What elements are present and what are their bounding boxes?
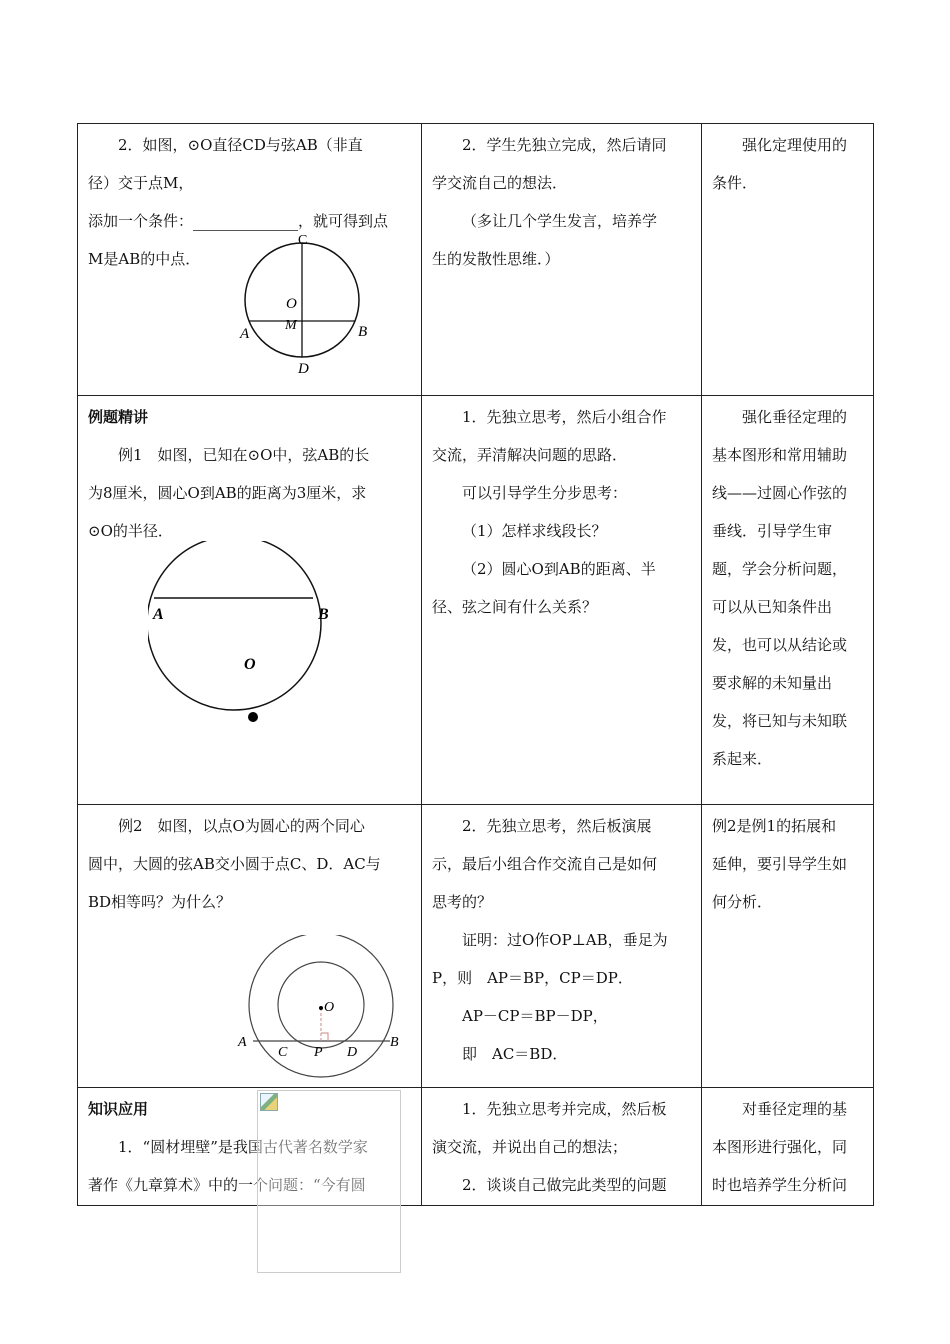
text-line: 时也培养学生分析问	[712, 1176, 848, 1194]
label-b: B	[390, 1035, 399, 1050]
purpose-cell	[702, 805, 874, 1088]
activity-cell	[422, 805, 702, 1088]
text-line: 著作《九章算术》中的一个问题：“今有圆	[88, 1176, 366, 1194]
text-line: 对垂径定理的基	[742, 1100, 848, 1118]
text-line: 可以引导学生分步思考：	[462, 484, 628, 502]
text-line: P，则 AP＝BP，CP＝DP．	[432, 969, 633, 987]
text-line: 线——过圆心作弦的	[712, 484, 848, 502]
lesson-table	[77, 123, 874, 1206]
label-d: D	[347, 1045, 358, 1060]
activity-cell	[422, 396, 702, 805]
text-line: 例1 如图，已知在⊙O中，弦AB的长	[118, 446, 370, 464]
text-line: 题，学会分析问题，	[712, 560, 848, 578]
label-o: O	[324, 1000, 335, 1015]
text-line: 圆中，大圆的弦AB交小圆于点C、D．AC与	[88, 855, 381, 873]
text-line: 2．谈谈自己做完此类型的问题	[462, 1176, 667, 1194]
text-line: 例2是例1的拓展和	[712, 817, 837, 835]
label-o: O	[286, 296, 297, 312]
text-line: 2．学生先独立完成，然后请同	[462, 136, 667, 154]
text-line: 生的发散性思维．）	[432, 250, 560, 268]
label-o: O	[244, 656, 256, 673]
table-row	[78, 124, 874, 396]
text-line: 条件．	[712, 174, 758, 192]
label-c: C	[298, 233, 308, 248]
text-line: 1．“圆材埋壁”是我国古代著名数学家	[118, 1138, 368, 1156]
text-line: 强化定理使用的	[742, 136, 848, 154]
label-a: A	[240, 326, 250, 342]
purpose-cell	[702, 1088, 874, 1206]
content-cell	[78, 396, 422, 805]
text-line: ⊙O的半径．	[88, 522, 173, 540]
circle-chord-figure	[148, 541, 348, 731]
label-d: D	[298, 361, 309, 377]
text-line: 要求解的未知量出	[712, 674, 833, 692]
section-heading: 例题精讲	[88, 408, 149, 426]
activity-cell	[422, 1088, 702, 1206]
text-line: BD相等吗？为什么？	[88, 893, 232, 911]
purpose-cell	[702, 396, 874, 805]
label-a: A	[153, 606, 164, 623]
text-line: 径、弦之间有什么关系？	[432, 598, 598, 616]
text-line: 为8厘米，圆心O到AB的距离为3厘米，求	[88, 484, 367, 502]
table-row	[78, 1088, 874, 1206]
text-line: 2．如图，⊙O直径CD与弦AB（非直	[118, 136, 363, 154]
text-line: 垂线．引导学生审	[712, 522, 833, 540]
text-line: 可以从已知条件出	[712, 598, 833, 616]
purpose-cell	[702, 124, 874, 396]
text-line: （1）怎样求线段长？	[462, 522, 607, 540]
text-line: 1．先独立思考，然后小组合作	[462, 408, 667, 426]
text-line: 径）交于点M，	[88, 174, 194, 192]
text-line: 本图形进行强化，同	[712, 1138, 848, 1156]
text-line: 交流，弄清解决问题的思路．	[432, 446, 628, 464]
text-line: 发，将已知与未知联	[712, 712, 848, 730]
activity-cell	[422, 124, 702, 396]
label-b: B	[358, 324, 368, 340]
text-line: 何分析．	[712, 893, 773, 911]
label-m: M	[285, 318, 297, 333]
text-line: 基本图形和常用辅助	[712, 446, 848, 464]
circle-diameter-chord-figure	[228, 224, 378, 384]
text-line: 系起来．	[712, 750, 773, 768]
label-p: P	[314, 1045, 323, 1060]
content-cell	[78, 124, 422, 396]
table-row	[78, 396, 874, 805]
broken-image-icon	[260, 1093, 278, 1111]
text-line: 例2 如图，以点O为圆心的两个同心	[118, 817, 365, 835]
table-row	[78, 805, 874, 1088]
image-placeholder	[257, 1090, 401, 1273]
text-line: 发，也可以从结论或	[712, 636, 848, 654]
text-line: 延伸，要引导学生如	[712, 855, 848, 873]
text-line: 添加一个条件： ，就可得到点	[88, 212, 389, 230]
text-line: 思考的？	[432, 893, 493, 911]
text-line: 强化垂径定理的	[742, 408, 848, 426]
text-line: 1．先独立思考并完成，然后板	[462, 1100, 667, 1118]
text-line: （多让几个学生发言，培养学	[462, 212, 658, 230]
label-c: C	[278, 1045, 288, 1060]
text-line: 2．先独立思考，然后板演展	[462, 817, 652, 835]
text-line: 即 AC＝BD．	[462, 1045, 568, 1063]
label-a: A	[238, 1035, 247, 1050]
label-b: B	[318, 606, 329, 623]
content-cell	[78, 805, 422, 1088]
text-line: （2）圆心O到AB的距离、半	[462, 560, 656, 578]
concentric-circles-figure	[158, 935, 418, 1090]
text-line: AP－CP＝BP－DP，	[462, 1007, 608, 1025]
text-line: 证明：过O作OP⊥AB，垂足为	[462, 931, 668, 949]
text-line: 学交流自己的想法．	[432, 174, 568, 192]
text-line: 演交流，并说出自己的想法；	[432, 1138, 628, 1156]
text-line: M是AB的中点．	[88, 250, 201, 268]
text-line: 示，最后小组合作交流自己是如何	[432, 855, 658, 873]
section-heading: 知识应用	[88, 1100, 149, 1118]
